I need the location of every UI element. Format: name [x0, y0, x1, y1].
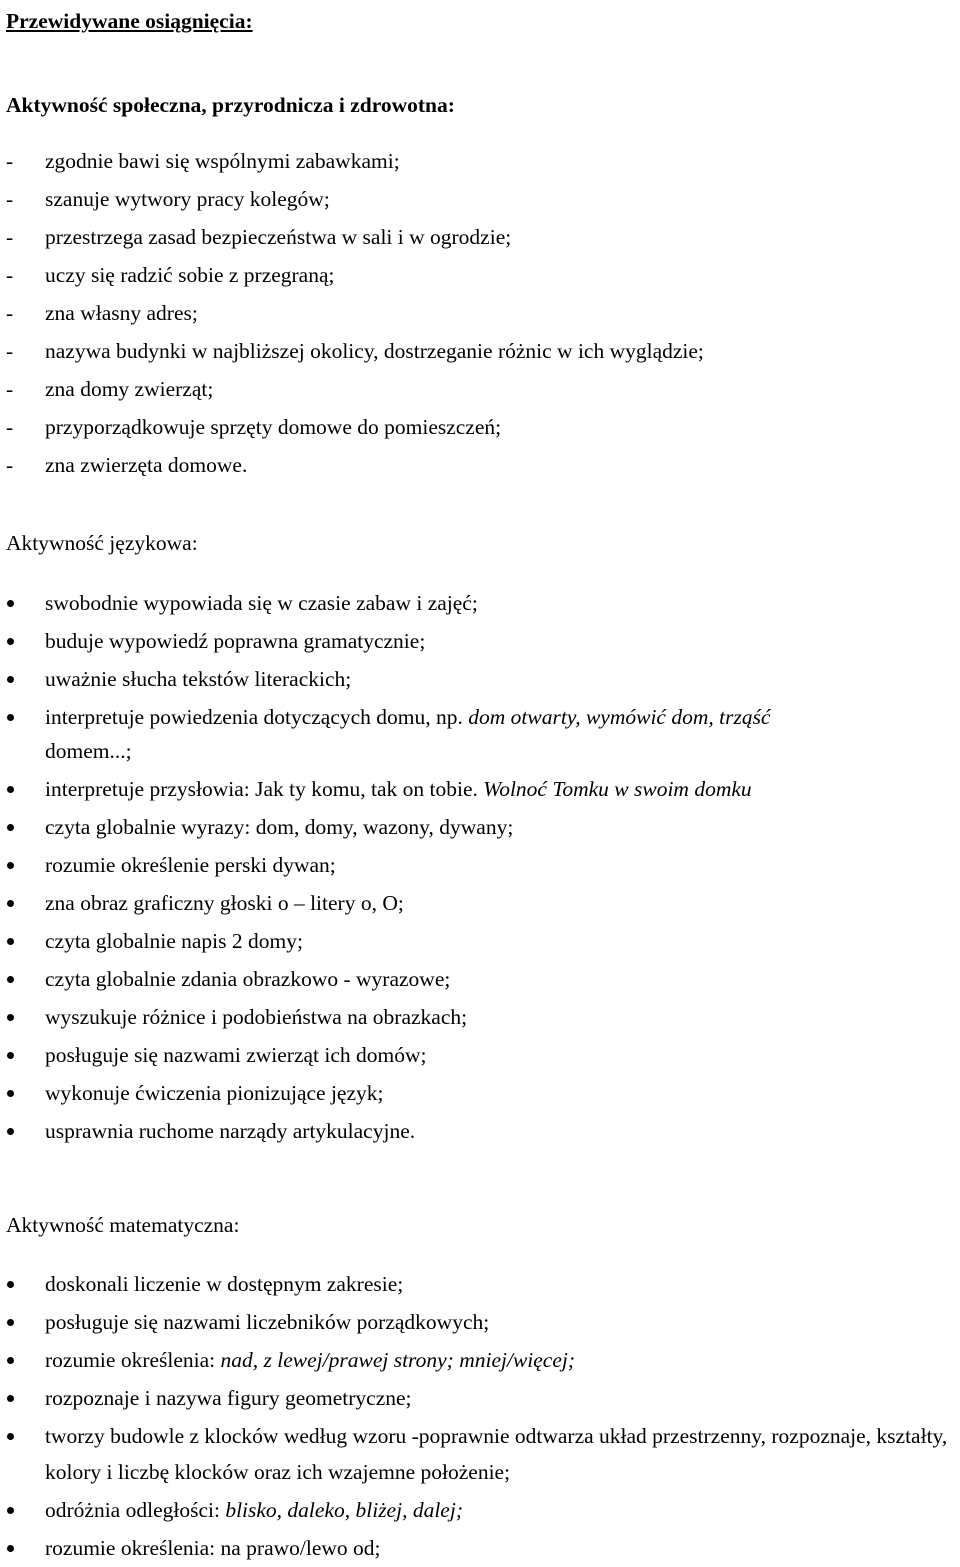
list-item: - zna własny adres; [6, 294, 956, 332]
list-item: buduje wypowiedź poprawna gramatycznie; [6, 622, 956, 660]
list-item: uważnie słucha tekstów literackich; [6, 660, 956, 698]
list-item: wyszukuje różnice i podobieństwa na obrazkach; [6, 998, 956, 1036]
list-item: - szanuje wytwory pracy kolegów; [6, 180, 956, 218]
bullet-icon [7, 824, 14, 831]
social-activity-list [6, 142, 956, 484]
list-item: czyta globalnie napis 2 domy; [6, 922, 956, 960]
bullet-icon [7, 1014, 14, 1021]
dash-marker: - [6, 377, 14, 401]
italic-proverb: Wolnoć Tomku w swoim domku [483, 777, 752, 801]
bullet-icon [7, 938, 14, 945]
list-item: tworzy budowle z klocków według wzoru -poprawnie odtwarza układ przestrzenny, rozpoznaje, kształty, kolory i liczbę klocków oraz ich wzajemne położenie; [6, 1417, 956, 1491]
list-item: wykonuje ćwiczenia pionizujące język; [6, 1074, 956, 1112]
bullet-icon [7, 1319, 14, 1326]
heading-social-activity: Aktywność społeczna, przyrodnicza i zdrowotna: [6, 93, 455, 117]
list-item: rozumie określenia: na prawo/lewo od; [6, 1529, 956, 1567]
bullet-icon [7, 1281, 14, 1288]
italic-phrase: blisko, daleko, bliżej, dalej; [225, 1498, 463, 1522]
bullet-icon [7, 714, 14, 721]
list-item: interpretuje przysłowia: Jak ty komu, tak on tobie. Wolnoć Tomku w swoim domku [6, 770, 956, 808]
list-item: czyta globalnie zdania obrazkowo - wyrazowe; [6, 960, 956, 998]
dash-marker: - [6, 263, 14, 287]
math-activity-list [6, 1265, 956, 1567]
bullet-icon [7, 1090, 14, 1097]
heading-language-activity: Aktywność językowa: [6, 531, 198, 555]
language-activity-list [6, 584, 956, 1150]
bullet-icon [7, 1507, 14, 1514]
bullet-icon [7, 1395, 14, 1402]
list-item: - zna zwierzęta domowe. [6, 446, 956, 484]
list-item: rozumie określenia: nad, z lewej/prawej strony; mniej/więcej; [6, 1341, 956, 1379]
list-item: czyta globalnie wyrazy: dom, domy, wazony, dywany; [6, 808, 956, 846]
list-item: - przestrzega zasad bezpieczeństwa w sali i w ogrodzie; [6, 218, 956, 256]
bullet-icon [7, 1433, 14, 1440]
list-item: odróżnia odległości: blisko, daleko, bliżej, dalej; [6, 1491, 956, 1529]
bullet-icon [7, 900, 14, 907]
list-item: usprawnia ruchome narządy artykulacyjne. [6, 1112, 956, 1150]
bullet-icon [7, 1052, 14, 1059]
italic-phrase: nad, z lewej/prawej strony; mniej/więcej; [220, 1348, 576, 1372]
heading-math-activity: Aktywność matematyczna: [6, 1213, 240, 1237]
list-item: posługuje się nazwami liczebników porządkowych; [6, 1303, 956, 1341]
bullet-icon [7, 862, 14, 869]
list-item: doskonali liczenie w dostępnym zakresie; [6, 1265, 956, 1303]
list-item: swobodnie wypowiada się w czasie zabaw i zajęć; [6, 584, 956, 622]
bullet-icon [7, 600, 14, 607]
bullet-icon [7, 1357, 14, 1364]
list-item: - nazywa budynki w najbliższej okolicy, dostrzeganie różnic w ich wyglądzie; [6, 332, 956, 370]
list-item: - zna domy zwierząt; [6, 370, 956, 408]
dash-marker: - [6, 415, 14, 439]
dash-marker: - [6, 187, 14, 211]
list-item: rozumie określenie perski dywan; [6, 846, 956, 884]
document-title: Przewidywane osiągnięcia: [6, 9, 253, 33]
dash-marker: - [6, 225, 14, 249]
list-item: rozpoznaje i nazywa figury geometryczne; [6, 1379, 956, 1417]
list-item: - zgodnie bawi się wspólnymi zabawkami; [6, 142, 956, 180]
bullet-icon [7, 1545, 14, 1552]
bullet-icon [7, 976, 14, 983]
dash-marker: - [6, 453, 14, 477]
bullet-icon [7, 676, 14, 683]
italic-phrase: dom otwarty, wymówić dom, trząść [468, 705, 771, 729]
bullet-icon [7, 1128, 14, 1135]
bullet-icon [7, 786, 14, 793]
list-item: - uczy się radzić sobie z przegraną; [6, 256, 956, 294]
bullet-icon [7, 638, 14, 645]
dash-marker: - [6, 301, 14, 325]
dash-marker: - [6, 339, 14, 363]
list-item: posługuje się nazwami zwierząt ich domów; [6, 1036, 956, 1074]
dash-marker: - [6, 149, 14, 173]
list-item: zna obraz graficzny głoski o – litery o, O; [6, 884, 956, 922]
list-item: - przyporządkowuje sprzęty domowe do pomieszczeń; [6, 408, 956, 446]
list-item: interpretuje powiedzenia dotyczących domu, np. dom otwarty, wymówić dom, trząść domem...; [6, 698, 956, 770]
